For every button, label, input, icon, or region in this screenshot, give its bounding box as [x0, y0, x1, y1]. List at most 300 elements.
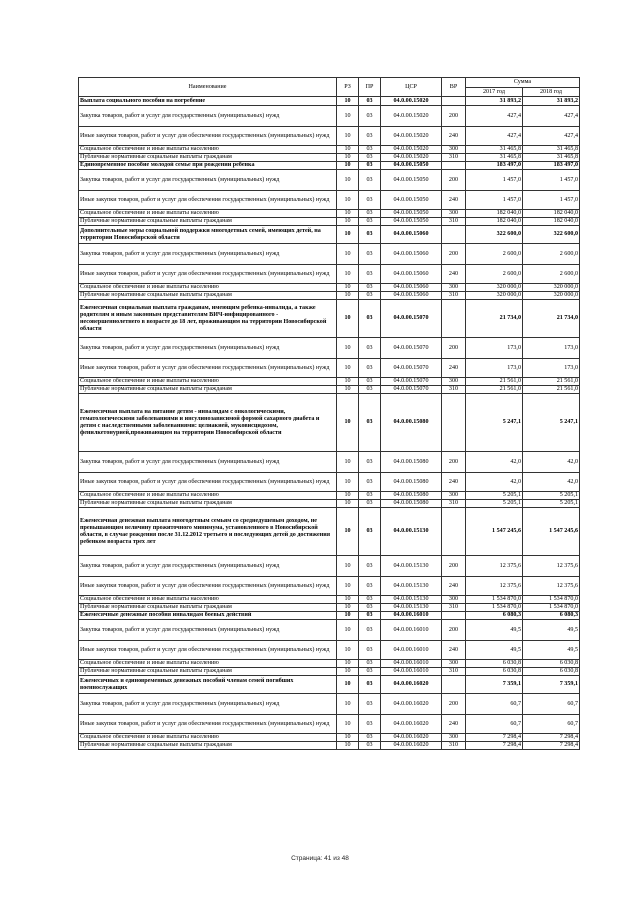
cell-csr: 04.0.00.15050 [381, 210, 442, 218]
cell-pr: 03 [359, 170, 381, 191]
cell-rz: 10 [337, 734, 359, 742]
cell-sum-2017: 5 205,1 [466, 500, 523, 508]
col-header-csr: ЦСР [381, 78, 442, 97]
cell-vr: 310 [442, 386, 466, 394]
cell-sum-2018: 31 893,2 [523, 97, 580, 106]
cell-sum-2017: 49,5 [466, 641, 523, 660]
budget-table-sheet [78, 77, 579, 750]
cell-vr: 310 [442, 154, 466, 162]
cell-rz: 10 [337, 127, 359, 146]
table-row [79, 226, 580, 244]
cell-csr: 04.0.00.16020 [381, 694, 442, 715]
cell-sum-2018: 7 359,1 [523, 676, 580, 694]
col-header-pr: ПР [359, 78, 381, 97]
cell-rz: 10 [337, 191, 359, 210]
table-row [79, 641, 580, 660]
cell-sum-2017: 173,0 [466, 338, 523, 359]
cell-name: Публичные нормативные социальные выплаты гражданам [79, 292, 337, 300]
table-row [79, 338, 580, 359]
cell-csr: 04.0.00.15060 [381, 265, 442, 284]
table-row [79, 596, 580, 604]
cell-vr: 240 [442, 191, 466, 210]
cell-vr: 310 [442, 604, 466, 612]
cell-name: Иные закупки товаров, работ и услуг для обеспечения государственных (муниципальных) нужд [79, 641, 337, 660]
cell-csr: 04.0.00.15020 [381, 146, 442, 154]
table-row [79, 500, 580, 508]
table-row [79, 154, 580, 162]
table-row [79, 394, 580, 452]
cell-rz: 10 [337, 292, 359, 300]
cell-name: Ежемесячная социальная выплата гражданам, имеющим ребенка-инвалида, а также родителям и иным законным представителям ВИЧ-инфицированного - несовершеннолетнего в возрасте до 18 лет, проживающим на территории Новосибирской области [79, 300, 337, 338]
cell-pr: 03 [359, 292, 381, 300]
cell-name: Ежемесячных и единовременных денежных пособий членам семей погибших военнослужащих [79, 676, 337, 694]
cell-name: Иные закупки товаров, работ и услуг для обеспечения государственных (муниципальных) нужд [79, 359, 337, 378]
cell-vr: 240 [442, 715, 466, 734]
cell-name: Социальное обеспечение и иные выплаты населению [79, 378, 337, 386]
cell-sum-2018: 320 000,0 [523, 292, 580, 300]
table-row [79, 473, 580, 492]
cell-pr: 03 [359, 604, 381, 612]
cell-rz: 10 [337, 210, 359, 218]
cell-sum-2017: 427,4 [466, 106, 523, 127]
cell-vr: 200 [442, 620, 466, 641]
cell-rz: 10 [337, 641, 359, 660]
table-row [79, 378, 580, 386]
cell-rz: 10 [337, 508, 359, 556]
cell-csr: 04.0.00.15130 [381, 577, 442, 596]
cell-sum-2018: 2 600,0 [523, 244, 580, 265]
cell-pr: 03 [359, 660, 381, 668]
col-header-vr: ВР [442, 78, 466, 97]
cell-pr: 03 [359, 742, 381, 750]
cell-vr: 300 [442, 596, 466, 604]
table-row [79, 170, 580, 191]
cell-sum-2017: 12 375,6 [466, 577, 523, 596]
col-header-sum: Сумма [466, 78, 580, 88]
table-row [79, 694, 580, 715]
cell-pr: 03 [359, 244, 381, 265]
cell-csr: 04.0.00.15130 [381, 508, 442, 556]
table-row [79, 676, 580, 694]
col-header-rz: РЗ [337, 78, 359, 97]
table-row [79, 734, 580, 742]
cell-csr: 04.0.00.15020 [381, 106, 442, 127]
table-row [79, 556, 580, 577]
table-row [79, 106, 580, 127]
cell-pr: 03 [359, 473, 381, 492]
cell-sum-2017: 182 040,0 [466, 218, 523, 226]
cell-vr [442, 676, 466, 694]
cell-sum-2018: 173,0 [523, 338, 580, 359]
cell-name: Закупка товаров, работ и услуг для государственных (муниципальных) нужд [79, 170, 337, 191]
cell-vr: 240 [442, 127, 466, 146]
cell-csr: 04.0.00.16010 [381, 668, 442, 676]
cell-sum-2018: 42,0 [523, 473, 580, 492]
table-row [79, 359, 580, 378]
cell-sum-2017: 2 600,0 [466, 244, 523, 265]
cell-rz: 10 [337, 660, 359, 668]
cell-vr: 310 [442, 668, 466, 676]
cell-pr: 03 [359, 210, 381, 218]
cell-sum-2017: 1 457,0 [466, 191, 523, 210]
cell-rz: 10 [337, 386, 359, 394]
cell-sum-2018: 322 600,0 [523, 226, 580, 244]
cell-sum-2018: 21 734,0 [523, 300, 580, 338]
cell-name: Закупка товаров, работ и услуг для государственных (муниципальных) нужд [79, 620, 337, 641]
cell-name: Социальное обеспечение и иные выплаты населению [79, 734, 337, 742]
cell-csr: 04.0.00.15060 [381, 292, 442, 300]
cell-vr: 200 [442, 170, 466, 191]
cell-pr: 03 [359, 97, 381, 106]
cell-pr: 03 [359, 676, 381, 694]
cell-pr: 03 [359, 394, 381, 452]
cell-vr: 200 [442, 694, 466, 715]
cell-name: Социальное обеспечение и иные выплаты населению [79, 492, 337, 500]
cell-vr: 240 [442, 359, 466, 378]
table-row [79, 612, 580, 620]
table-row [79, 146, 580, 154]
cell-csr: 04.0.00.15130 [381, 556, 442, 577]
cell-csr: 04.0.00.16020 [381, 676, 442, 694]
cell-sum-2018: 1 547 245,6 [523, 508, 580, 556]
cell-sum-2018: 7 298,4 [523, 734, 580, 742]
cell-vr: 300 [442, 734, 466, 742]
cell-sum-2017: 12 375,6 [466, 556, 523, 577]
cell-vr: 200 [442, 452, 466, 473]
cell-rz: 10 [337, 97, 359, 106]
cell-rz: 10 [337, 154, 359, 162]
cell-csr: 04.0.00.15070 [381, 359, 442, 378]
cell-csr: 04.0.00.15070 [381, 386, 442, 394]
cell-vr: 310 [442, 218, 466, 226]
cell-vr: 200 [442, 106, 466, 127]
cell-pr: 03 [359, 694, 381, 715]
cell-rz: 10 [337, 577, 359, 596]
cell-name: Иные закупки товаров, работ и услуг для обеспечения государственных (муниципальных) нужд [79, 577, 337, 596]
cell-name: Публичные нормативные социальные выплаты гражданам [79, 668, 337, 676]
cell-sum-2017: 6 080,3 [466, 612, 523, 620]
cell-sum-2018: 6 030,8 [523, 668, 580, 676]
table-row [79, 577, 580, 596]
cell-sum-2017: 6 030,8 [466, 668, 523, 676]
cell-pr: 03 [359, 620, 381, 641]
cell-rz: 10 [337, 146, 359, 154]
cell-name: Закупка товаров, работ и услуг для государственных (муниципальных) нужд [79, 106, 337, 127]
cell-name: Закупка товаров, работ и услуг для государственных (муниципальных) нужд [79, 244, 337, 265]
table-row [79, 191, 580, 210]
cell-vr [442, 508, 466, 556]
cell-csr: 04.0.00.15020 [381, 97, 442, 106]
cell-sum-2018: 2 600,0 [523, 265, 580, 284]
cell-rz: 10 [337, 265, 359, 284]
cell-name: Единовременное пособие молодой семье при рождении ребенка [79, 162, 337, 170]
cell-sum-2018: 12 375,6 [523, 556, 580, 577]
cell-rz: 10 [337, 500, 359, 508]
cell-sum-2018: 12 375,6 [523, 577, 580, 596]
cell-pr: 03 [359, 641, 381, 660]
cell-name: Публичные нормативные социальные выплаты гражданам [79, 604, 337, 612]
table-row [79, 265, 580, 284]
cell-csr: 04.0.00.16010 [381, 620, 442, 641]
cell-sum-2017: 42,0 [466, 452, 523, 473]
cell-name: Публичные нормативные социальные выплаты гражданам [79, 500, 337, 508]
cell-name: Иные закупки товаров, работ и услуг для обеспечения государственных (муниципальных) нужд [79, 715, 337, 734]
cell-name: Социальное обеспечение и иные выплаты населению [79, 284, 337, 292]
cell-pr: 03 [359, 127, 381, 146]
cell-vr: 300 [442, 284, 466, 292]
cell-pr: 03 [359, 715, 381, 734]
cell-sum-2017: 2 600,0 [466, 265, 523, 284]
cell-csr: 04.0.00.15080 [381, 394, 442, 452]
cell-csr: 04.0.00.15050 [381, 191, 442, 210]
cell-sum-2017: 21 561,0 [466, 386, 523, 394]
cell-rz: 10 [337, 668, 359, 676]
cell-sum-2018: 60,7 [523, 694, 580, 715]
cell-sum-2017: 42,0 [466, 473, 523, 492]
cell-vr [442, 394, 466, 452]
cell-csr: 04.0.00.15130 [381, 596, 442, 604]
table-row [79, 508, 580, 556]
cell-vr: 300 [442, 492, 466, 500]
col-header-2017: 2017 год [466, 88, 523, 97]
cell-pr: 03 [359, 386, 381, 394]
cell-rz: 10 [337, 226, 359, 244]
cell-csr: 04.0.00.15060 [381, 244, 442, 265]
cell-pr: 03 [359, 668, 381, 676]
table-row [79, 620, 580, 641]
cell-vr: 240 [442, 577, 466, 596]
table-row [79, 97, 580, 106]
cell-vr [442, 226, 466, 244]
cell-pr: 03 [359, 226, 381, 244]
cell-name: Публичные нормативные социальные выплаты гражданам [79, 742, 337, 750]
cell-name: Закупка товаров, работ и услуг для государственных (муниципальных) нужд [79, 338, 337, 359]
table-row [79, 660, 580, 668]
cell-csr: 04.0.00.15050 [381, 170, 442, 191]
cell-vr: 310 [442, 292, 466, 300]
cell-rz: 10 [337, 162, 359, 170]
cell-vr: 300 [442, 146, 466, 154]
cell-sum-2018: 1 457,0 [523, 191, 580, 210]
cell-pr: 03 [359, 265, 381, 284]
table-body [79, 97, 580, 750]
cell-sum-2017: 427,4 [466, 127, 523, 146]
cell-sum-2017: 21 561,0 [466, 378, 523, 386]
cell-rz: 10 [337, 604, 359, 612]
cell-sum-2018: 1 457,0 [523, 170, 580, 191]
cell-sum-2018: 42,0 [523, 452, 580, 473]
cell-vr: 310 [442, 500, 466, 508]
cell-sum-2017: 320 000,0 [466, 292, 523, 300]
cell-sum-2018: 173,0 [523, 359, 580, 378]
cell-rz: 10 [337, 742, 359, 750]
cell-sum-2018: 7 298,4 [523, 742, 580, 750]
cell-rz: 10 [337, 612, 359, 620]
cell-rz: 10 [337, 170, 359, 191]
cell-sum-2017: 31 893,2 [466, 97, 523, 106]
cell-sum-2017: 60,7 [466, 694, 523, 715]
cell-sum-2018: 49,5 [523, 641, 580, 660]
cell-rz: 10 [337, 218, 359, 226]
cell-vr: 240 [442, 265, 466, 284]
cell-name: Публичные нормативные социальные выплаты гражданам [79, 154, 337, 162]
cell-pr: 03 [359, 378, 381, 386]
cell-sum-2018: 320 000,0 [523, 284, 580, 292]
cell-sum-2018: 60,7 [523, 715, 580, 734]
cell-rz: 10 [337, 556, 359, 577]
cell-vr: 200 [442, 338, 466, 359]
table-row [79, 452, 580, 473]
cell-pr: 03 [359, 577, 381, 596]
cell-rz: 10 [337, 106, 359, 127]
cell-sum-2017: 1 534 870,0 [466, 604, 523, 612]
cell-sum-2017: 182 040,0 [466, 210, 523, 218]
cell-pr: 03 [359, 300, 381, 338]
cell-sum-2017: 320 000,0 [466, 284, 523, 292]
cell-rz: 10 [337, 473, 359, 492]
table-row [79, 284, 580, 292]
cell-vr: 200 [442, 244, 466, 265]
cell-name: Закупка товаров, работ и услуг для государственных (муниципальных) нужд [79, 694, 337, 715]
cell-rz: 10 [337, 620, 359, 641]
cell-pr: 03 [359, 146, 381, 154]
cell-rz: 10 [337, 359, 359, 378]
table-row [79, 386, 580, 394]
cell-rz: 10 [337, 715, 359, 734]
cell-rz: 10 [337, 300, 359, 338]
cell-sum-2017: 7 298,4 [466, 742, 523, 750]
cell-vr: 240 [442, 641, 466, 660]
cell-pr: 03 [359, 596, 381, 604]
cell-name: Публичные нормативные социальные выплаты гражданам [79, 386, 337, 394]
cell-rz: 10 [337, 244, 359, 265]
cell-name: Социальное обеспечение и иные выплаты населению [79, 660, 337, 668]
cell-name: Социальное обеспечение и иные выплаты населению [79, 596, 337, 604]
cell-csr: 04.0.00.15060 [381, 284, 442, 292]
table-row [79, 292, 580, 300]
cell-sum-2017: 1 457,0 [466, 170, 523, 191]
cell-csr: 04.0.00.15080 [381, 492, 442, 500]
cell-sum-2018: 5 247,1 [523, 394, 580, 452]
cell-rz: 10 [337, 284, 359, 292]
cell-name: Социальное обеспечение и иные выплаты населению [79, 146, 337, 154]
table-row [79, 715, 580, 734]
cell-rz: 10 [337, 452, 359, 473]
table-row [79, 742, 580, 750]
cell-pr: 03 [359, 492, 381, 500]
cell-sum-2018: 31 465,8 [523, 146, 580, 154]
cell-name: Иные закупки товаров, работ и услуг для обеспечения государственных (муниципальных) нужд [79, 265, 337, 284]
cell-sum-2017: 5 247,1 [466, 394, 523, 452]
cell-sum-2018: 6 080,3 [523, 612, 580, 620]
cell-csr: 04.0.00.15050 [381, 162, 442, 170]
page-number: Страница: 41 из 48 [291, 855, 349, 862]
cell-rz: 10 [337, 338, 359, 359]
cell-name: Закупка товаров, работ и услуг для государственных (муниципальных) нужд [79, 556, 337, 577]
cell-sum-2017: 7 298,4 [466, 734, 523, 742]
cell-csr: 04.0.00.15070 [381, 338, 442, 359]
cell-sum-2018: 21 561,0 [523, 386, 580, 394]
table-row [79, 162, 580, 170]
cell-csr: 04.0.00.15070 [381, 378, 442, 386]
cell-rz: 10 [337, 694, 359, 715]
cell-rz: 10 [337, 394, 359, 452]
cell-name: Иные закупки товаров, работ и услуг для обеспечения государственных (муниципальных) нужд [79, 127, 337, 146]
cell-rz: 10 [337, 596, 359, 604]
cell-sum-2017: 6 030,8 [466, 660, 523, 668]
cell-csr: 04.0.00.15060 [381, 226, 442, 244]
cell-name: Иные закупки товаров, работ и услуг для обеспечения государственных (муниципальных) нужд [79, 473, 337, 492]
cell-sum-2017: 1 534 870,0 [466, 596, 523, 604]
cell-csr: 04.0.00.16010 [381, 612, 442, 620]
cell-name: Социальное обеспечение и иные выплаты населению [79, 210, 337, 218]
cell-sum-2018: 183 497,0 [523, 162, 580, 170]
cell-vr [442, 162, 466, 170]
table-row [79, 210, 580, 218]
cell-csr: 04.0.00.15050 [381, 218, 442, 226]
cell-csr: 04.0.00.15130 [381, 604, 442, 612]
cell-csr: 04.0.00.15020 [381, 154, 442, 162]
cell-sum-2017: 5 205,1 [466, 492, 523, 500]
cell-csr: 04.0.00.15080 [381, 473, 442, 492]
table-row [79, 604, 580, 612]
cell-csr: 04.0.00.16020 [381, 734, 442, 742]
cell-pr: 03 [359, 508, 381, 556]
cell-csr: 04.0.00.15070 [381, 300, 442, 338]
cell-vr: 300 [442, 378, 466, 386]
cell-csr: 04.0.00.15080 [381, 500, 442, 508]
cell-sum-2018: 1 534 870,0 [523, 596, 580, 604]
cell-name: Ежемесячная денежная выплата многодетным семьям со среднедушевым доходом, не превышающим величину прожиточного минимума, установленного в Новосибирской области, в случае рождения после 31.12.2012 третьего и последующих детей до достижения ребенком возраста трех лет [79, 508, 337, 556]
cell-sum-2018: 31 465,8 [523, 154, 580, 162]
cell-csr: 04.0.00.16010 [381, 641, 442, 660]
table-row [79, 244, 580, 265]
cell-name: Ежемесячная выплата на питание детям - инвалидам с онкологическими, гематологическими заболеваниями и инсулинозависимой формой сахарного диабета и детям с наследственными заболеваниями: целиакией, муковисцидозом, фенилкетонурией,проживающим на территории Новосибирской области [79, 394, 337, 452]
cell-vr: 300 [442, 210, 466, 218]
cell-sum-2017: 1 547 245,6 [466, 508, 523, 556]
table-header [79, 78, 580, 97]
cell-sum-2018: 427,4 [523, 106, 580, 127]
cell-csr: 04.0.00.16020 [381, 715, 442, 734]
cell-vr [442, 612, 466, 620]
cell-pr: 03 [359, 500, 381, 508]
cell-vr: 310 [442, 742, 466, 750]
cell-pr: 03 [359, 284, 381, 292]
cell-pr: 03 [359, 162, 381, 170]
cell-sum-2017: 21 734,0 [466, 300, 523, 338]
cell-pr: 03 [359, 191, 381, 210]
cell-name: Дополнительные меры социальной поддержки многодетных семей, имеющих детей, на территории Новосибирской области [79, 226, 337, 244]
cell-sum-2017: 49,5 [466, 620, 523, 641]
cell-vr [442, 300, 466, 338]
cell-vr: 300 [442, 660, 466, 668]
cell-sum-2018: 5 205,1 [523, 492, 580, 500]
table-row [79, 668, 580, 676]
cell-pr: 03 [359, 338, 381, 359]
cell-name: Выплата социального пособия на погребение [79, 97, 337, 106]
cell-pr: 03 [359, 612, 381, 620]
cell-rz: 10 [337, 492, 359, 500]
cell-name: Ежемесячные денежные пособия инвалидам боевых действий [79, 612, 337, 620]
cell-sum-2018: 6 030,8 [523, 660, 580, 668]
cell-csr: 04.0.00.15020 [381, 127, 442, 146]
cell-rz: 10 [337, 378, 359, 386]
cell-sum-2017: 60,7 [466, 715, 523, 734]
cell-sum-2017: 173,0 [466, 359, 523, 378]
cell-sum-2018: 427,4 [523, 127, 580, 146]
cell-sum-2018: 5 205,1 [523, 500, 580, 508]
cell-pr: 03 [359, 359, 381, 378]
